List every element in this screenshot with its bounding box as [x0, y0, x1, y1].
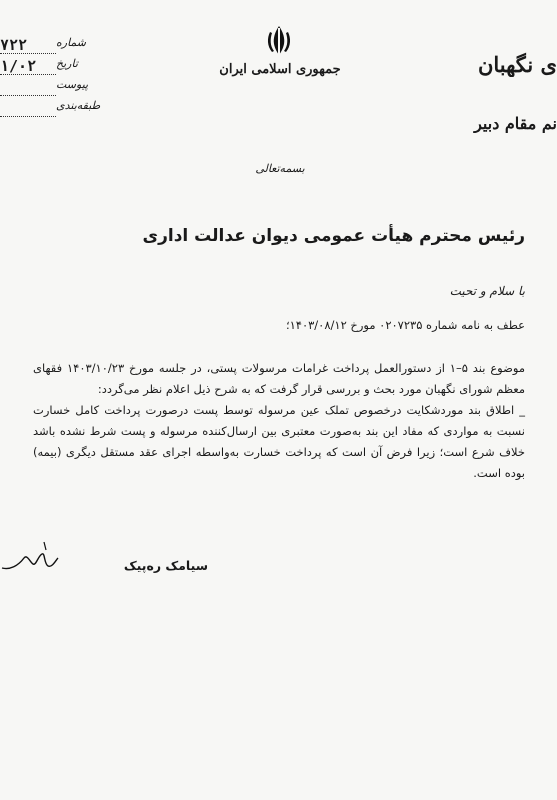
- number-row: [0, 36, 120, 57]
- attachment-row: [0, 78, 120, 99]
- letter-date: ۱/۰۲: [0, 57, 37, 75]
- number-dotted-line: [0, 53, 56, 54]
- classification-row: [0, 99, 120, 120]
- salutation: با سلام و تحیت: [449, 284, 525, 298]
- attachment-label: پیوست: [56, 78, 89, 91]
- classification-label: طبقه‌بندی: [56, 99, 101, 112]
- letter-body: [33, 358, 525, 484]
- iran-emblem-icon: [262, 24, 296, 58]
- date-row: [0, 57, 120, 78]
- number-label: شماره: [56, 36, 87, 49]
- reference-line: عطف به نامه شماره ۰۲۰۷۲۳۵ مورخ ۱۴۰۳/۰۸/۱۲؛: [285, 318, 525, 332]
- letter-metadata: [0, 36, 120, 120]
- letter-number: ۷۲۲: [0, 36, 28, 54]
- republic-title: جمهوری اسلامی ایران: [219, 62, 341, 77]
- body-paragraph: موضوع بند ۵–۱ از دستورالعمل پرداخت غرامات مرسولات پستی، در جلسه مورخ ۱۴۰۳/۱۰/۲۳ فقهای معظم شورای نگهبان مورد بحث و بررسی قرار گرفت که به شرح ذیل اعلام نظر می‌گردد:: [33, 361, 525, 396]
- ruling-clause: _ اطلاق بند موردشکایت درخصوص تملک عین مرسوله توسط پست درصورت پرداخت کامل خسارت نسبت به مواردی که مفاد این بند به‌صورت معتبری بین ارسال‌کننده مرسوله و پست شرط نشده باشد خلاف شرع است؛ زیرا فرض آن است که پرداخت خسارت به‌واسطه اجرای عقد مستقل دیگری (بیمه) بوده است.: [33, 403, 525, 480]
- attachment-dotted-line: [0, 95, 56, 96]
- classification-dotted-line: [0, 116, 56, 117]
- recipient-heading: رئیس محترم هیأت عمومی دیوان عدالت اداری: [142, 226, 525, 246]
- date-label: تاریخ: [56, 57, 78, 70]
- bismillah: بسمه‌تعالی: [255, 162, 305, 175]
- office-title: نم مقام دبیر: [474, 114, 557, 133]
- signer-name: سیامک ره‌پیک: [123, 558, 208, 573]
- date-dotted-line: [0, 74, 56, 75]
- organization-name: ی نگهبان: [477, 52, 557, 77]
